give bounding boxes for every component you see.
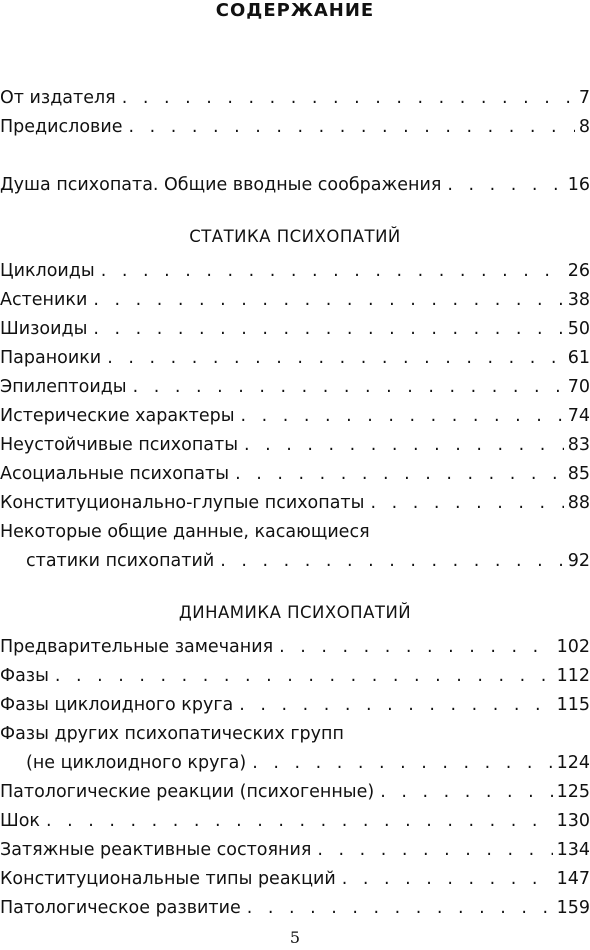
- toc-entry: [0, 114, 590, 140]
- section-heading: СТАТИКА ПСИХОПАТИЙ: [189, 227, 401, 246]
- dot-leader: [133, 374, 564, 400]
- toc-entry: [0, 287, 590, 313]
- toc-entry: [0, 258, 590, 284]
- toc-entry: [0, 808, 590, 834]
- toc-entry-page: 38: [567, 290, 590, 310]
- dot-leader: [239, 692, 552, 718]
- toc-entry: [0, 837, 590, 863]
- toc-entry-title: Душа психопата. Общие вводные соображения: [0, 175, 442, 195]
- toc-entry-title: Предварительные замечания: [0, 637, 274, 657]
- toc-entry-title: Шок: [0, 811, 40, 831]
- toc-entry-page: 70: [567, 377, 590, 397]
- toc-entry-page: 125: [556, 782, 590, 802]
- toc-entry-title-line1: Некоторые общие данные, касающиеся: [0, 522, 370, 542]
- toc-entry: [0, 461, 590, 487]
- toc-entry-title: Затяжные реактивные состояния: [0, 840, 312, 860]
- toc-entry: [0, 316, 590, 342]
- toc-entry-page: 26: [567, 261, 590, 281]
- toc-entry-page: 61: [567, 348, 590, 368]
- dot-leader: [122, 85, 575, 111]
- dot-leader: [55, 663, 553, 689]
- toc-entry-page: 85: [567, 464, 590, 484]
- toc-entry-page: 50: [567, 319, 590, 339]
- toc-entry: [0, 374, 590, 400]
- toc-entry-title: Неустойчивые психопаты: [0, 435, 239, 455]
- dot-leader: [380, 779, 552, 805]
- toc-entry: [0, 432, 590, 458]
- toc-entry-page: 74: [567, 406, 590, 426]
- dot-leader: [235, 461, 564, 487]
- dot-leader: [244, 432, 564, 458]
- dot-leader: [447, 172, 563, 198]
- toc-entry: [0, 548, 590, 574]
- dot-leader: [101, 258, 564, 284]
- toc-entry-title: Эпилептоиды: [0, 377, 127, 397]
- page-number: 5: [289, 928, 301, 947]
- toc-entry: [0, 345, 590, 371]
- toc-entry-title: Истерические характеры: [0, 406, 235, 426]
- toc-entry: [0, 779, 590, 805]
- toc-entry-title: Конституциональные типы реакций: [0, 869, 336, 889]
- toc-entry-page: 115: [556, 695, 590, 715]
- toc-entry: [0, 490, 590, 516]
- toc-entry-title: Предисловие: [0, 117, 123, 137]
- toc-entry-title: Циклоиды: [0, 261, 95, 281]
- dot-leader: [317, 837, 552, 863]
- toc-entry: [0, 895, 590, 921]
- toc-entry: [0, 866, 590, 892]
- toc-title: СОДЕРЖАНИЕ: [215, 0, 375, 21]
- toc-entry: [0, 85, 590, 111]
- toc-entry-page: 112: [556, 666, 590, 686]
- dot-leader: [107, 345, 564, 371]
- toc-entry-title: Шизоиды: [0, 319, 88, 339]
- toc-entry-title: Фазы: [0, 666, 49, 686]
- toc-entry-title: Астеники: [0, 290, 88, 310]
- toc-entry-title-line2: статики психопатий: [26, 551, 215, 571]
- dot-leader: [93, 316, 563, 342]
- dot-leader: [252, 750, 552, 776]
- section-heading: ДИНАМИКА ПСИХОПАТИЙ: [178, 603, 412, 622]
- toc-entry-page: 7: [578, 88, 590, 108]
- toc-entry-page: 130: [556, 811, 590, 831]
- toc-entry-title: Параноики: [0, 348, 102, 368]
- toc-entry-page: 83: [567, 435, 590, 455]
- dot-leader: [93, 287, 563, 313]
- dot-leader: [128, 114, 574, 140]
- dot-leader: [220, 548, 563, 574]
- dot-leader: [370, 490, 563, 516]
- toc-entry-page: 124: [556, 753, 590, 773]
- toc-entry-page: 16: [567, 175, 590, 195]
- toc-entry-title: Фазы циклоидного круга: [0, 695, 234, 715]
- toc-entry-title: Конституционально-глупые психопаты: [0, 493, 365, 513]
- toc-entry: [0, 634, 590, 660]
- toc-entry-page: 147: [556, 869, 590, 889]
- toc-entry-title-line2: (не циклоидного круга): [26, 753, 247, 773]
- dot-leader: [247, 895, 553, 921]
- toc-entry-title-line1: Фазы других психопатических групп: [0, 724, 344, 744]
- dot-leader: [46, 808, 553, 834]
- toc-entry-title: Патологические реакции (психогенные): [0, 782, 375, 802]
- toc-entry: [0, 750, 590, 776]
- toc-entry: [0, 403, 590, 429]
- toc-entry-title: Патологическое развитие: [0, 898, 241, 918]
- toc-entry-page: 102: [556, 637, 590, 657]
- toc-entry-page: 88: [567, 493, 590, 513]
- toc-entry: [0, 172, 590, 198]
- toc-entry: [0, 692, 590, 718]
- dot-leader: [342, 866, 553, 892]
- toc-entry-page: 92: [567, 551, 590, 571]
- toc-entry: [0, 663, 590, 689]
- toc-entry-page: 159: [556, 898, 590, 918]
- toc-entry-page: 8: [578, 117, 590, 137]
- toc-entry-page: 134: [556, 840, 590, 860]
- toc-entry-title: От издателя: [0, 88, 116, 108]
- dot-leader: [279, 634, 552, 660]
- toc-entry-title: Асоциальные психопаты: [0, 464, 230, 484]
- dot-leader: [241, 403, 564, 429]
